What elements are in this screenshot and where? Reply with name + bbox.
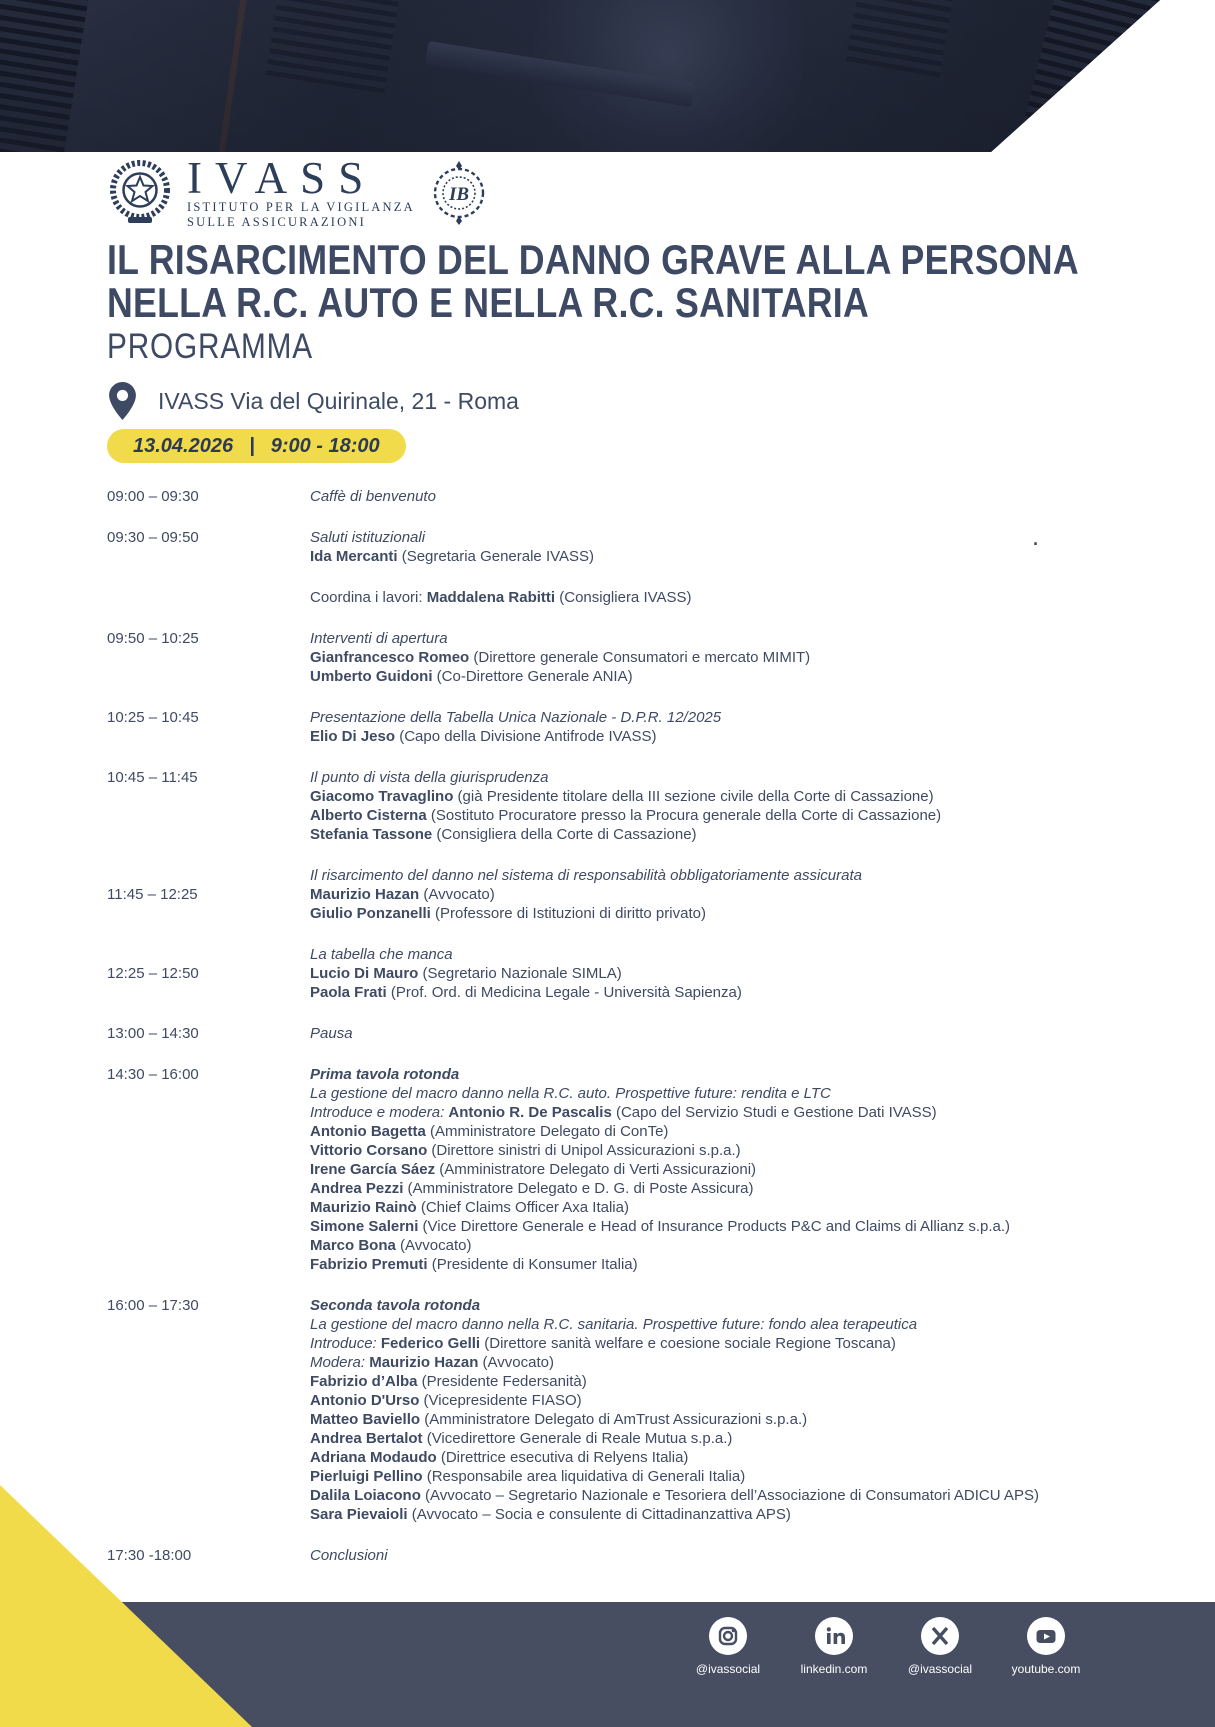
session-line: Interventi di apertura	[310, 630, 448, 647]
social-label: @ivassocial	[695, 1662, 761, 1676]
session-line: Alberto Cisterna (Sostituto Procuratore presso la Procura generale della Corte di Cassazione)	[310, 807, 942, 824]
session-line: Giulio Ponzanelli (Professore di Istituzioni di diritto privato)	[310, 905, 706, 922]
ivass-subtitle-line2: SULLE ASSICURAZIONI	[187, 215, 366, 229]
session-line: Antonio D'Urso (Vicepresidente FIASO)	[310, 1392, 582, 1409]
session-details	[310, 1296, 1122, 1524]
session-time: 10:45 – 11:45	[107, 769, 198, 786]
session-line: Andrea Bertalot (Vicedirettore Generale di Reale Mutua s.p.a.)	[310, 1430, 733, 1447]
session-details	[310, 866, 1122, 923]
session-details	[310, 487, 1122, 506]
session-line: Simone Salerni (Vice Direttore Generale e Head of Insurance Products P&C and Claims di Allianz s.p.a.)	[310, 1218, 1011, 1235]
event-date: 13.04.2026	[133, 434, 234, 457]
session-line: Sara Pievaioli (Avvocato – Socia e consulente di Cittadinanzattiva APS)	[310, 1506, 791, 1523]
social-label: linkedin.com	[800, 1662, 868, 1676]
session-line: Il risarcimento del danno nel sistema di responsabilità obbligatoriamente assicurata	[310, 867, 862, 884]
session-details	[310, 629, 1122, 686]
session-line: Conclusioni	[310, 1547, 388, 1564]
session-line: Fabrizio Premuti (Presidente di Konsumer Italia)	[310, 1256, 638, 1273]
session-line: Antonio Bagetta (Amministratore Delegato di ConTe)	[310, 1123, 669, 1140]
session-line: Prima tavola rotonda	[310, 1066, 460, 1083]
session-line: Introduce e modera: Antonio R. De Pascalis (Capo del Servizio Studi e Gestione Dati IVASS)	[310, 1104, 937, 1121]
schedule-row	[107, 768, 1122, 844]
svg-text:IB: IB	[448, 184, 469, 205]
social-label: @ivassocial	[907, 1662, 973, 1676]
stray-dot: ·	[1033, 534, 1039, 554]
session-line: Vittorio Corsano (Direttore sinistri di Unipol Assicurazioni s.p.a.)	[310, 1142, 741, 1159]
session-time: 09:30 – 09:50	[107, 529, 199, 546]
logo-row	[107, 153, 487, 230]
page-title-line2: NELLA R.C. AUTO E NELLA R.C. SANITARIA	[107, 279, 870, 326]
hero-dark-overlay	[0, 0, 1215, 152]
session-line: Andrea Pezzi (Amministratore Delegato e D. G. di Poste Assicura)	[310, 1180, 754, 1197]
session-time: 09:50 – 10:25	[107, 630, 199, 647]
session-line: Maurizio Hazan (Avvocato)	[310, 886, 495, 903]
schedule-row	[107, 1546, 1122, 1565]
schedule-row	[107, 528, 1122, 566]
session-line: Modera: Maurizio Hazan (Avvocato)	[310, 1354, 554, 1371]
schedule-row	[107, 1296, 1122, 1524]
date-time-separator: |	[249, 434, 255, 457]
session-line: La tabella che manca	[310, 946, 453, 963]
session-time: 11:45 – 12:25	[107, 886, 198, 903]
ivass-wordmark: IVASS	[187, 153, 377, 203]
session-line: Lucio Di Mauro (Segretario Nazionale SIMLA)	[310, 965, 622, 982]
youtube-icon	[1026, 1616, 1066, 1656]
hero-photo	[0, 0, 1215, 152]
schedule-row	[107, 1024, 1122, 1043]
session-time	[107, 588, 310, 607]
session-line: Ida Mercanti (Segretaria Generale IVASS)	[310, 548, 595, 565]
session-line: Marco Bona (Avvocato)	[310, 1237, 472, 1254]
session-line: Presentazione della Tabella Unica Nazionale - D.P.R. 12/2025	[310, 709, 722, 726]
map-pin-icon	[109, 382, 136, 420]
session-details	[310, 708, 1122, 746]
session-time: 14:30 – 16:00	[107, 1066, 199, 1083]
schedule-row	[107, 945, 1122, 1002]
banca-italia-emblem-icon	[431, 157, 487, 229]
schedule-row	[107, 588, 1122, 607]
linkedin-icon	[814, 1616, 854, 1656]
page-title-line1: IL RISARCIMENTO DEL DANNO GRAVE ALLA PERSONA	[107, 236, 1079, 283]
session-time: 09:00 – 09:30	[107, 488, 199, 505]
session-time: 10:25 – 10:45	[107, 709, 199, 726]
page-title	[107, 238, 1079, 324]
session-line: Matteo Baviello (Amministratore Delegato di AmTrust Assicurazioni s.p.a.)	[310, 1411, 808, 1428]
session-details	[310, 945, 1122, 1002]
schedule-row	[107, 1065, 1122, 1274]
session-line: La gestione del macro danno nella R.C. sanitaria. Prospettive future: fondo alea terapeutica	[310, 1316, 918, 1333]
session-line: Caffè di benvenuto	[310, 488, 436, 505]
session-line: Maurizio Rainò (Chief Claims Officer Axa Italia)	[310, 1199, 629, 1216]
event-time-range: 9:00 - 18:00	[270, 434, 380, 457]
social-link-instagram[interactable]	[688, 1616, 768, 1676]
social-link-linkedin[interactable]	[794, 1616, 874, 1676]
social-link-youtube[interactable]	[1006, 1616, 1086, 1676]
location-row	[109, 382, 519, 420]
session-line: Adriana Modaudo (Direttrice esecutiva di Relyens Italia)	[310, 1449, 689, 1466]
session-details	[310, 768, 1122, 844]
session-line: Saluti istituzionali	[310, 529, 426, 546]
session-details	[310, 1065, 1122, 1274]
session-line: Irene García Sáez (Amministratore Delegato di Verti Assicurazioni)	[310, 1161, 757, 1178]
session-time: 16:00 – 17:30	[107, 1297, 199, 1314]
event-date-badge	[107, 429, 406, 463]
session-line: Pausa	[310, 1025, 353, 1042]
session-line: Introduce: Federico Gelli (Direttore sanità welfare e coesione sociale Regione Toscana)	[310, 1335, 896, 1352]
program-heading: PROGRAMMA	[107, 327, 314, 366]
session-line: Paola Frati (Prof. Ord. di Medicina Legale - Università Sapienza)	[310, 984, 742, 1001]
session-details	[310, 588, 1122, 607]
event-location: IVASS Via del Quirinale, 21 - Roma	[158, 387, 519, 414]
session-line: Coordina i lavori: Maddalena Rabitti (Consigliera IVASS)	[310, 589, 692, 606]
social-link-x[interactable]	[900, 1616, 980, 1676]
schedule-row	[107, 487, 1122, 506]
session-line: Giacomo Travaglino (già Presidente titolare della III sezione civile della Corte di Cassazione)	[310, 788, 934, 805]
schedule-row	[107, 629, 1122, 686]
x-icon	[920, 1616, 960, 1656]
session-details	[310, 1546, 1122, 1565]
schedule-row	[107, 866, 1122, 923]
session-details	[310, 528, 1122, 566]
session-details	[310, 1024, 1122, 1043]
session-line: Umberto Guidoni (Co-Direttore Generale ANIA)	[310, 668, 633, 685]
social-label: youtube.com	[1011, 1662, 1081, 1676]
session-time: 17:30 -18:00	[107, 1547, 192, 1564]
ivass-wordmark-block	[187, 153, 415, 230]
session-line: La gestione del macro danno nella R.C. auto. Prospettive future: rendita e LTC	[310, 1085, 831, 1102]
schedule	[107, 487, 1122, 1587]
schedule-row	[107, 708, 1122, 746]
session-line: Pierluigi Pellino (Responsabile area liquidativa di Generali Italia)	[310, 1468, 746, 1485]
session-line: Fabrizio d’Alba (Presidente Federsanità)	[310, 1373, 587, 1390]
session-line: Dalila Loiacono (Avvocato – Segretario Nazionale e Tesoriera dell’Associazione di Consumatori ADICU APS)	[310, 1487, 1039, 1504]
social-links-row	[688, 1616, 1086, 1676]
session-time: 12:25 – 12:50	[107, 965, 199, 982]
ivass-subtitle-line1: ISTITUTO PER LA VIGILANZA	[187, 200, 415, 214]
session-time: 13:00 – 14:30	[107, 1025, 199, 1042]
session-line: Gianfrancesco Romeo (Direttore generale Consumatori e mercato MIMIT)	[310, 649, 811, 666]
ivass-emblem-icon	[107, 159, 173, 227]
session-line: Elio Di Jeso (Capo della Divisione Antifrode IVASS)	[310, 728, 657, 745]
session-line: Il punto di vista della giurisprudenza	[310, 769, 549, 786]
instagram-icon	[708, 1616, 748, 1656]
session-line: Stefania Tassone (Consigliera della Corte di Cassazione)	[310, 826, 697, 843]
session-line: Seconda tavola rotonda	[310, 1297, 481, 1314]
